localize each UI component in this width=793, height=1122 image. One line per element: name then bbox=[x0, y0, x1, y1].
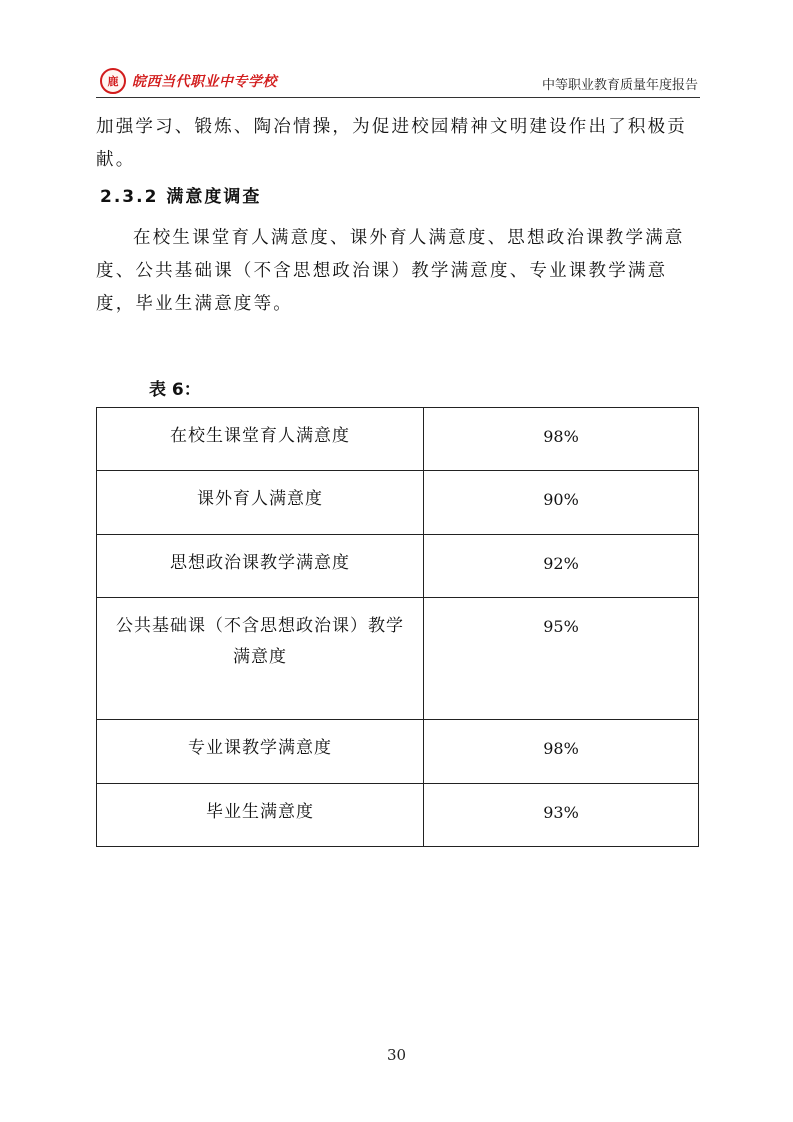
school-logo-icon: 鹿 bbox=[100, 68, 126, 94]
school-logo-row bbox=[100, 68, 277, 94]
page-number: 30 bbox=[386, 1046, 407, 1064]
table-cell-label: 专业课教学满意度 bbox=[97, 720, 424, 784]
satisfaction-table bbox=[96, 407, 699, 847]
table-cell-value: 90% bbox=[424, 471, 699, 535]
table-cell-label: 在校生课堂育人满意度 bbox=[97, 408, 424, 471]
table-row bbox=[97, 598, 699, 720]
table-row bbox=[97, 408, 699, 471]
table-cell-value: 98% bbox=[424, 408, 699, 471]
school-name: 皖西当代职业中专学校 bbox=[132, 74, 277, 90]
table-cell-label: 毕业生满意度 bbox=[97, 784, 424, 847]
table-row bbox=[97, 535, 699, 598]
table-caption: 表 6： bbox=[149, 380, 201, 400]
table-cell-value: 93% bbox=[424, 784, 699, 847]
table-cell-value: 92% bbox=[424, 535, 699, 598]
table-row bbox=[97, 720, 699, 784]
report-title: 中等职业教育质量年度报告 bbox=[541, 78, 698, 93]
table-cell-value: 95% bbox=[424, 598, 699, 720]
section-heading: 2.3.2 满意度调查 bbox=[100, 187, 262, 207]
body-paragraph-2: 在校生课堂育人满意度、课外育人满意度、思想政治课教学满意度、公共基础课（不含思想政治课）教学满意度、专业课教学满意度，毕业生满意度等。 bbox=[96, 228, 685, 314]
table-row bbox=[97, 471, 699, 535]
table-row bbox=[97, 784, 699, 847]
body-paragraph-1: 加强学习、锻炼、陶冶情操，为促进校园精神文明建设作出了积极贡献。 bbox=[96, 117, 687, 170]
table-cell-label: 公共基础课（不含思想政治课）教学满意度 bbox=[97, 598, 424, 720]
page-header bbox=[96, 66, 700, 96]
table-cell-label: 课外育人满意度 bbox=[97, 471, 424, 535]
header-divider bbox=[96, 97, 700, 98]
table-cell-label: 思想政治课教学满意度 bbox=[97, 535, 424, 598]
table-cell-value: 98% bbox=[424, 720, 699, 784]
